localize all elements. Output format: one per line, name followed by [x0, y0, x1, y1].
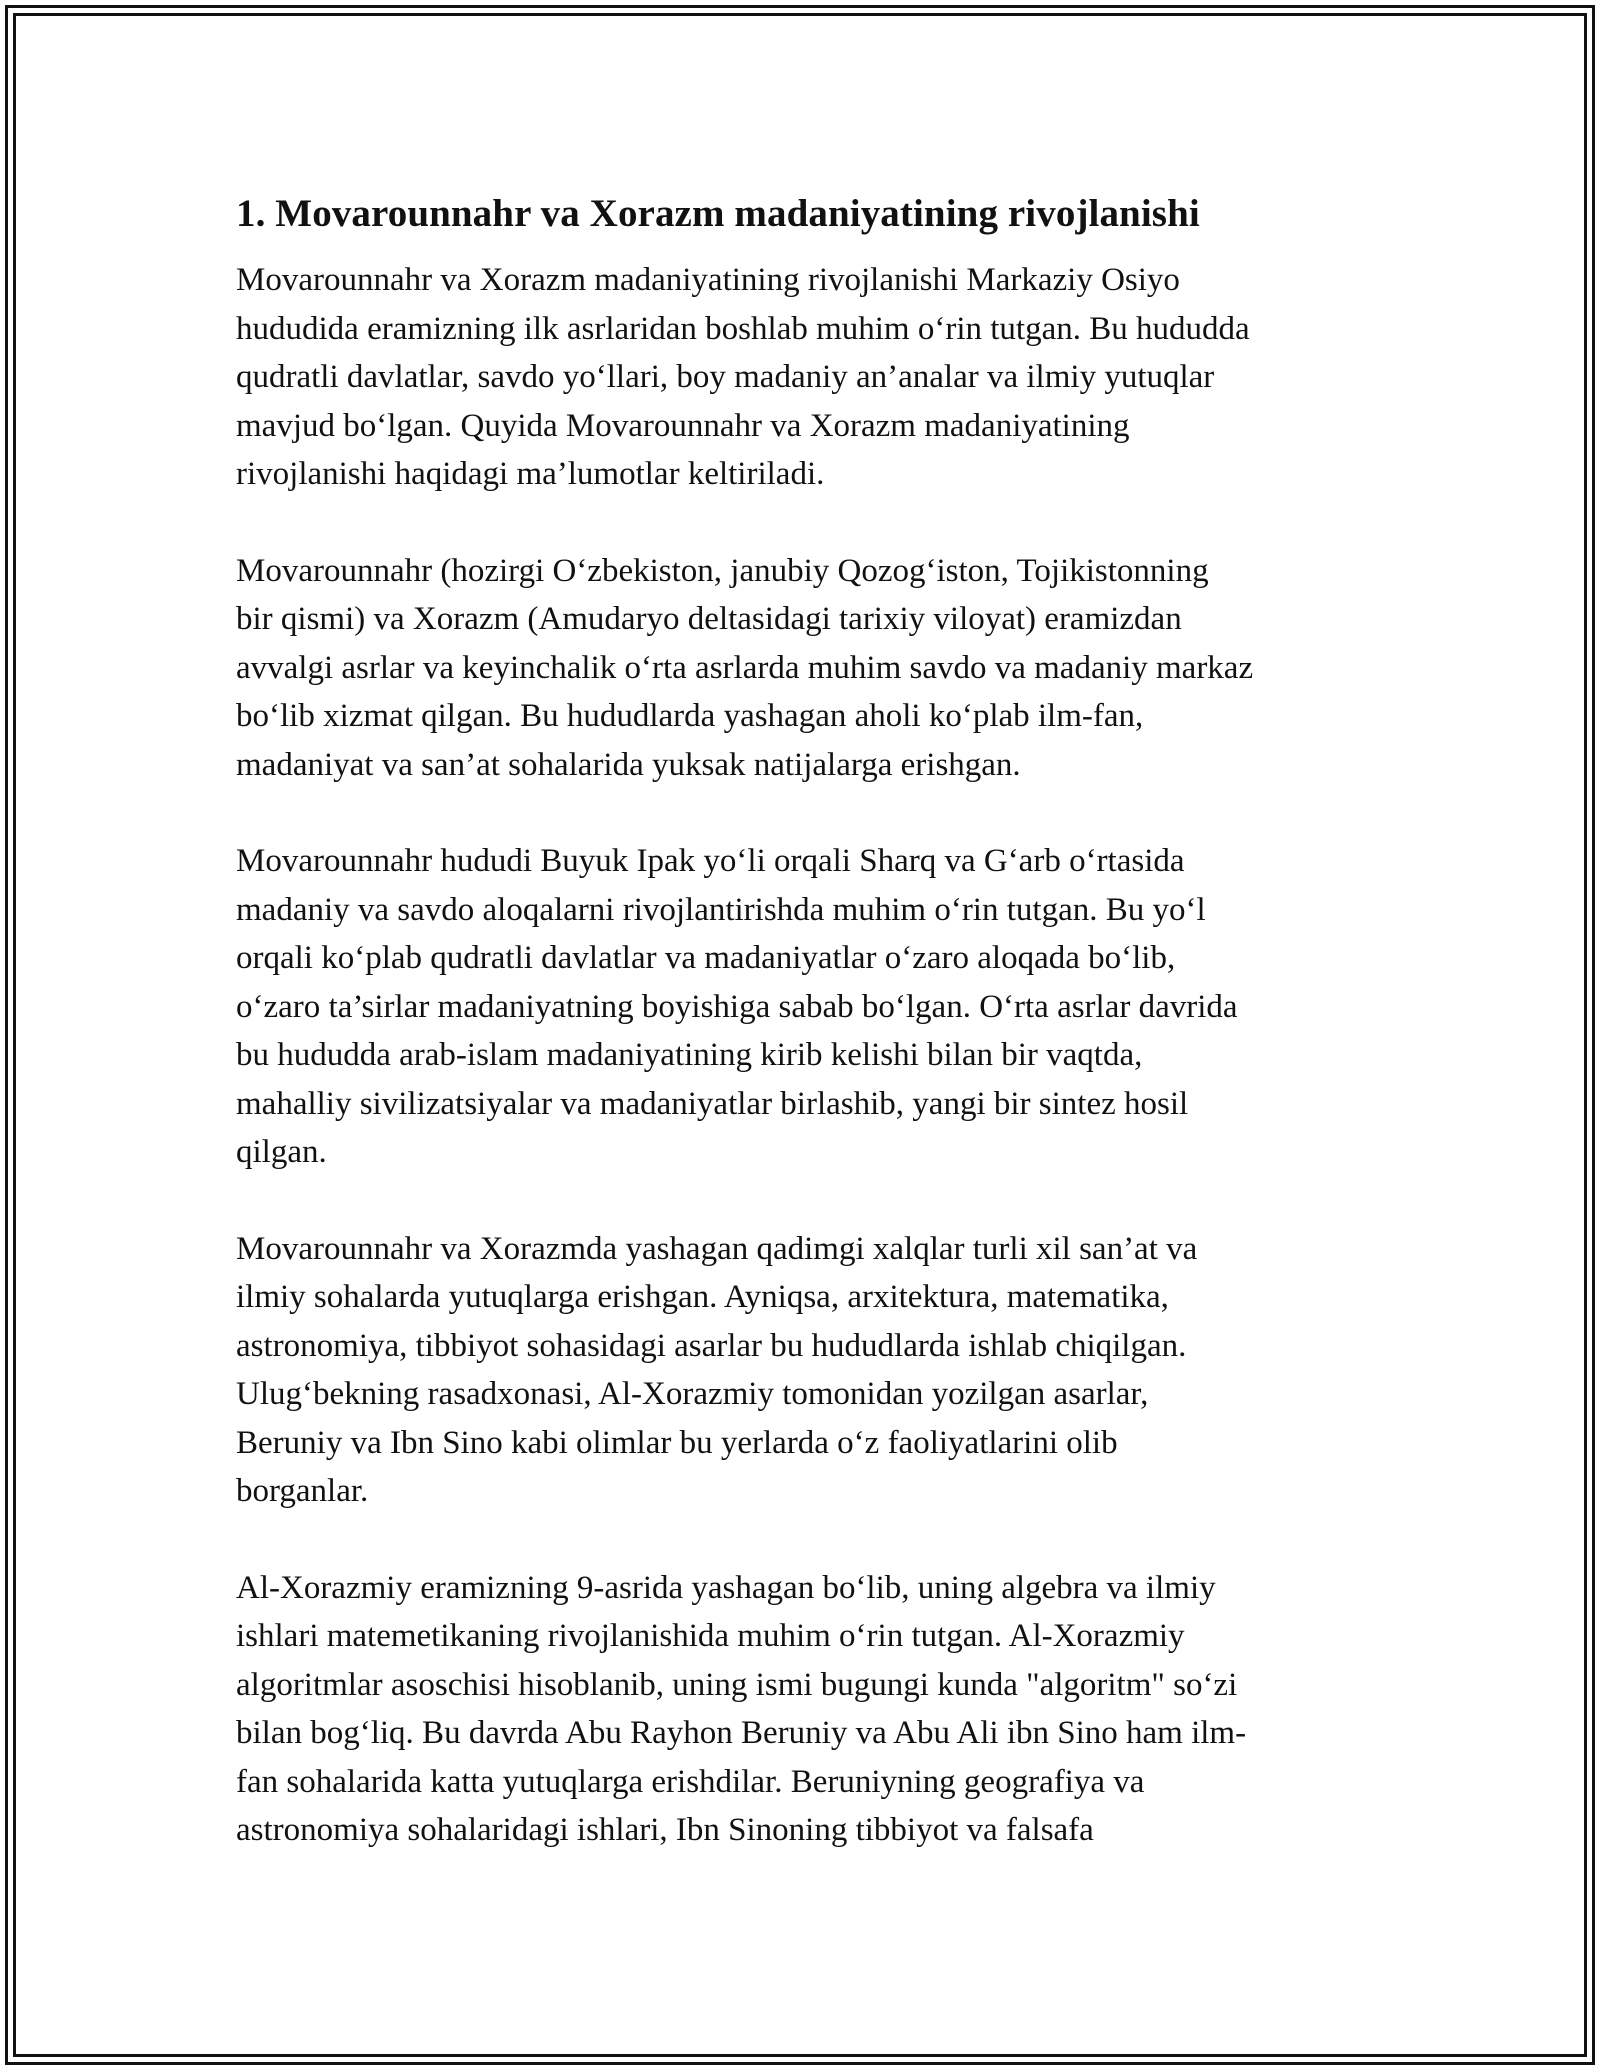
section-heading: 1. Movarounnahr va Xorazm madaniyatining rivojlanishi: [236, 192, 1200, 235]
paragraph-3: Movarounnahr hududi Buyuk Ipak yo‘li orqali Sharq va G‘arb o‘rtasida madaniy va savdo aloqalarni rivojlantirishda muhim o‘rin tutgan. Bu yo‘l orqali ko‘plab qudratli davlatlar va madaniyatlar o‘zaro aloqada bo‘lib, o‘zaro ta’sirlar madaniyatning boyishiga sabab bo‘lgan. O‘rta asrlar davrida bu hududda arab-islam madaniyatining kirib kelishi bilan bir vaqtda, mahalliy sivilizatsiyalar va madaniyatlar birlashib, yangi bir sintez hosil qilgan.: [236, 843, 1238, 1170]
paragraph-1: Movarounnahr va Xorazm madaniyatining rivojlanishi Markaziy Osiyo hududida eramizning ilk asrlaridan boshlab muhim o‘rin tutgan. Bu hududda qudratli davlatlar, savdo yo‘llari, boy madaniy an’analar va ilmiy yutuqlar mavjud bo‘lgan. Quyida Movarounnahr va Xorazm madaniyatining rivojlanishi haqidagi ma’lumotlar keltiriladi.: [236, 262, 1250, 492]
paragraph-5: Al-Xorazmiy eramizning 9-asrida yashagan bo‘lib, uning algebra va ilmiy ishlari matemetikaning rivojlanishida muhim o‘rin tutgan. Al-Xorazmiy algoritmlar asoschisi hisoblanib, uning ismi bugungi kunda "algoritm" so‘zi bilan bog‘liq. Bu davrda Abu Rayhon Beruniy va Abu Ali ibn Sino ham ilm- fan sohalarida katta yutuqlarga erishdilar. Beruniyning geografiya va astronomiya sohalaridagi ishlari, Ibn Sinoning tibbiyot va falsafa: [236, 1569, 1247, 1848]
paragraph-4: Movarounnahr va Xorazmda yashagan qadimgi xalqlar turli xil san’at va ilmiy sohalarda yutuqlarga erishgan. Ayniqsa, arxitektura, matematika, astronomiya, tibbiyot sohasidagi asarlar bu hududlarda ishlab chiqilgan. Ulug‘bekning rasadxonasi, Al-Xorazmiy tomonidan yozilgan asarlar, Beruniy va Ibn Sino kabi olimlar bu yerlarda o‘z faoliyatlarini olib borganlar.: [236, 1230, 1198, 1509]
paragraph-2: Movarounnahr (hozirgi O‘zbekiston, janubiy Qozog‘iston, Tojikistonning bir qismi) va Xorazm (Amudaryo deltasidagi tarixiy viloyat) eramizdan avvalgi asrlar va keyinchalik o‘rta asrlarda muhim savdo va madaniy markaz bo‘lib xizmat qilgan. Bu hududlarda yashagan aholi ko‘plab ilm-fan, madaniyat va san’at sohalarida yuksak natijalarga erishgan.: [236, 552, 1254, 783]
document-body: [236, 188, 1376, 1903]
paragraph-list: [236, 256, 1376, 1855]
